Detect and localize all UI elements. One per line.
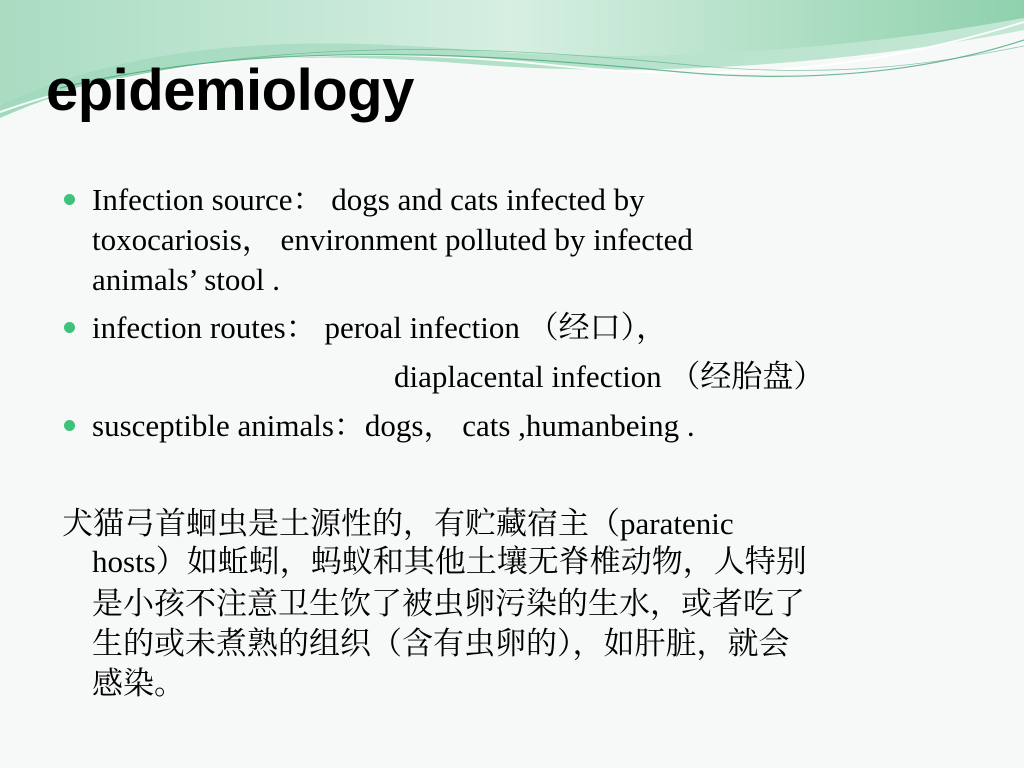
paragraph-line-4: 生的或未煮熟的组织（含有虫卵的），如肝脏，就会 <box>92 626 790 661</box>
bullet-dot-icon <box>64 322 75 333</box>
bullet-2-line-1: infection routes： peroal infection （经口）， <box>92 310 668 345</box>
paragraph-line-2: hosts）如蚯蚓，蚂蚁和其他土壤无脊椎动物，人特别 <box>92 544 807 579</box>
bullet-dot-icon <box>64 194 75 205</box>
bullet-1-line-1: Infection source： dogs and cats infected by <box>92 182 645 217</box>
bullet-dot-icon <box>64 420 75 431</box>
paragraph-line-1: 犬猫弓首蛔虫是土源性的，有贮藏宿主（paratenic <box>62 506 734 541</box>
bullet-1-line-3: animals’ stool . <box>92 262 280 297</box>
bullet-1-line-2: toxocariosis， environment polluted by infected <box>92 222 693 257</box>
bullet-2-line-2: diaplacental infection （经胎盘） <box>394 359 825 394</box>
slide-title: epidemiology <box>46 58 414 123</box>
paragraph-line-5: 感染。 <box>92 666 185 701</box>
paragraph-line-3: 是小孩不注意卫生饮了被虫卵污染的生水，或者吃了 <box>92 586 805 621</box>
bullet-3-line-1: susceptible animals：dogs， cats ,humanbeing . <box>92 408 695 443</box>
